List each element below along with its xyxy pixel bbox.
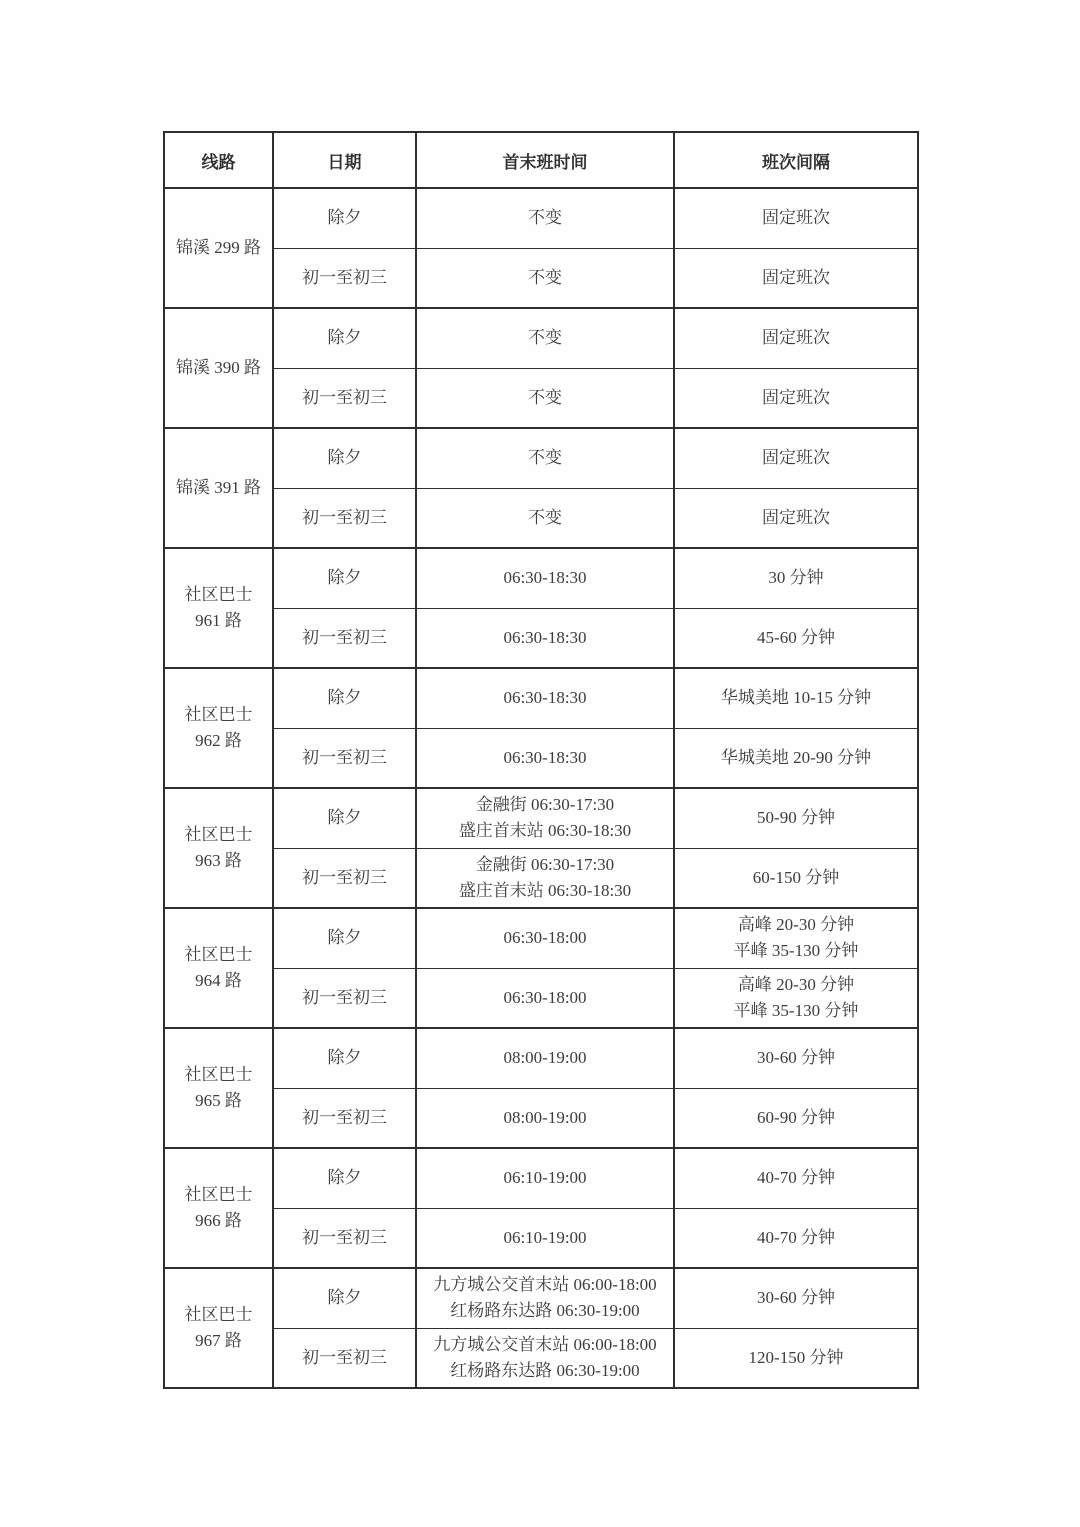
time-cell: 06:30-18:30: [416, 608, 674, 668]
interval-cell: 固定班次: [674, 188, 918, 248]
interval-cell: 固定班次: [674, 368, 918, 428]
table-row: [164, 848, 918, 908]
interval-cell: 华城美地 10-15 分钟: [674, 668, 918, 728]
date-cell: 除夕: [273, 428, 416, 488]
date-cell: 初一至初三: [273, 608, 416, 668]
route-cell: 社区巴士 961 路: [164, 548, 273, 668]
date-cell: 除夕: [273, 668, 416, 728]
time-cell: 06:30-18:30: [416, 668, 674, 728]
header-route: 线路: [164, 132, 273, 188]
date-cell: 初一至初三: [273, 368, 416, 428]
time-cell: 金融街 06:30-17:30 盛庄首末站 06:30-18:30: [416, 848, 674, 908]
date-cell: 除夕: [273, 1268, 416, 1328]
time-cell: 不变: [416, 308, 674, 368]
date-cell: 初一至初三: [273, 248, 416, 308]
header-interval: 班次间隔: [674, 132, 918, 188]
header-row: [164, 132, 918, 188]
interval-cell: 固定班次: [674, 488, 918, 548]
header-date: 日期: [273, 132, 416, 188]
date-cell: 初一至初三: [273, 1208, 416, 1268]
time-cell: 06:30-18:30: [416, 548, 674, 608]
time-cell: 06:10-19:00: [416, 1148, 674, 1208]
date-cell: 除夕: [273, 1148, 416, 1208]
route-cell: 社区巴士 963 路: [164, 788, 273, 908]
table-row: [164, 308, 918, 368]
bus-schedule-table-wrap: [163, 131, 917, 1389]
table-row: [164, 1328, 918, 1388]
interval-cell: 固定班次: [674, 248, 918, 308]
time-cell: 不变: [416, 428, 674, 488]
route-cell: 社区巴士 965 路: [164, 1028, 273, 1148]
interval-cell: 60-90 分钟: [674, 1088, 918, 1148]
time-cell: 不变: [416, 368, 674, 428]
route-cell: 社区巴士 964 路: [164, 908, 273, 1028]
date-cell: 初一至初三: [273, 1088, 416, 1148]
interval-cell: 30-60 分钟: [674, 1268, 918, 1328]
time-cell: 九方城公交首末站 06:00-18:00 红杨路东达路 06:30-19:00: [416, 1328, 674, 1388]
interval-cell: 50-90 分钟: [674, 788, 918, 848]
table-row: [164, 728, 918, 788]
time-cell: 06:30-18:00: [416, 968, 674, 1028]
date-cell: 除夕: [273, 308, 416, 368]
time-cell: 08:00-19:00: [416, 1028, 674, 1088]
route-cell: 社区巴士 966 路: [164, 1148, 273, 1268]
time-cell: 不变: [416, 248, 674, 308]
date-cell: 除夕: [273, 188, 416, 248]
table-row: [164, 1028, 918, 1088]
table-row: [164, 968, 918, 1028]
table-row: [164, 248, 918, 308]
interval-cell: 40-70 分钟: [674, 1208, 918, 1268]
time-cell: 08:00-19:00: [416, 1088, 674, 1148]
bus-schedule-table: [163, 131, 919, 1389]
interval-cell: 30-60 分钟: [674, 1028, 918, 1088]
table-row: [164, 1208, 918, 1268]
table-row: [164, 608, 918, 668]
date-cell: 初一至初三: [273, 968, 416, 1028]
time-cell: 九方城公交首末站 06:00-18:00 红杨路东达路 06:30-19:00: [416, 1268, 674, 1328]
header-first-last-time: 首末班时间: [416, 132, 674, 188]
table-row: [164, 788, 918, 848]
interval-cell: 60-150 分钟: [674, 848, 918, 908]
date-cell: 除夕: [273, 788, 416, 848]
interval-cell: 固定班次: [674, 308, 918, 368]
table-row: [164, 368, 918, 428]
interval-cell: 40-70 分钟: [674, 1148, 918, 1208]
table-row: [164, 188, 918, 248]
time-cell: 不变: [416, 188, 674, 248]
time-cell: 06:30-18:30: [416, 728, 674, 788]
table-row: [164, 428, 918, 488]
table-row: [164, 668, 918, 728]
time-cell: 06:30-18:00: [416, 908, 674, 968]
interval-cell: 高峰 20-30 分钟 平峰 35-130 分钟: [674, 908, 918, 968]
date-cell: 初一至初三: [273, 1328, 416, 1388]
date-cell: 初一至初三: [273, 728, 416, 788]
route-cell: 锦溪 390 路: [164, 308, 273, 428]
route-cell: 社区巴士 967 路: [164, 1268, 273, 1388]
time-cell: 06:10-19:00: [416, 1208, 674, 1268]
interval-cell: 高峰 20-30 分钟 平峰 35-130 分钟: [674, 968, 918, 1028]
interval-cell: 固定班次: [674, 428, 918, 488]
interval-cell: 45-60 分钟: [674, 608, 918, 668]
date-cell: 初一至初三: [273, 488, 416, 548]
interval-cell: 华城美地 20-90 分钟: [674, 728, 918, 788]
date-cell: 初一至初三: [273, 848, 416, 908]
table-row: [164, 1268, 918, 1328]
time-cell: 不变: [416, 488, 674, 548]
date-cell: 除夕: [273, 548, 416, 608]
route-cell: 锦溪 299 路: [164, 188, 273, 308]
interval-cell: 30 分钟: [674, 548, 918, 608]
time-cell: 金融街 06:30-17:30 盛庄首末站 06:30-18:30: [416, 788, 674, 848]
table-row: [164, 1148, 918, 1208]
date-cell: 除夕: [273, 1028, 416, 1088]
table-row: [164, 548, 918, 608]
date-cell: 除夕: [273, 908, 416, 968]
table-row: [164, 1088, 918, 1148]
route-cell: 锦溪 391 路: [164, 428, 273, 548]
table-row: [164, 908, 918, 968]
table-row: [164, 488, 918, 548]
route-cell: 社区巴士 962 路: [164, 668, 273, 788]
interval-cell: 120-150 分钟: [674, 1328, 918, 1388]
